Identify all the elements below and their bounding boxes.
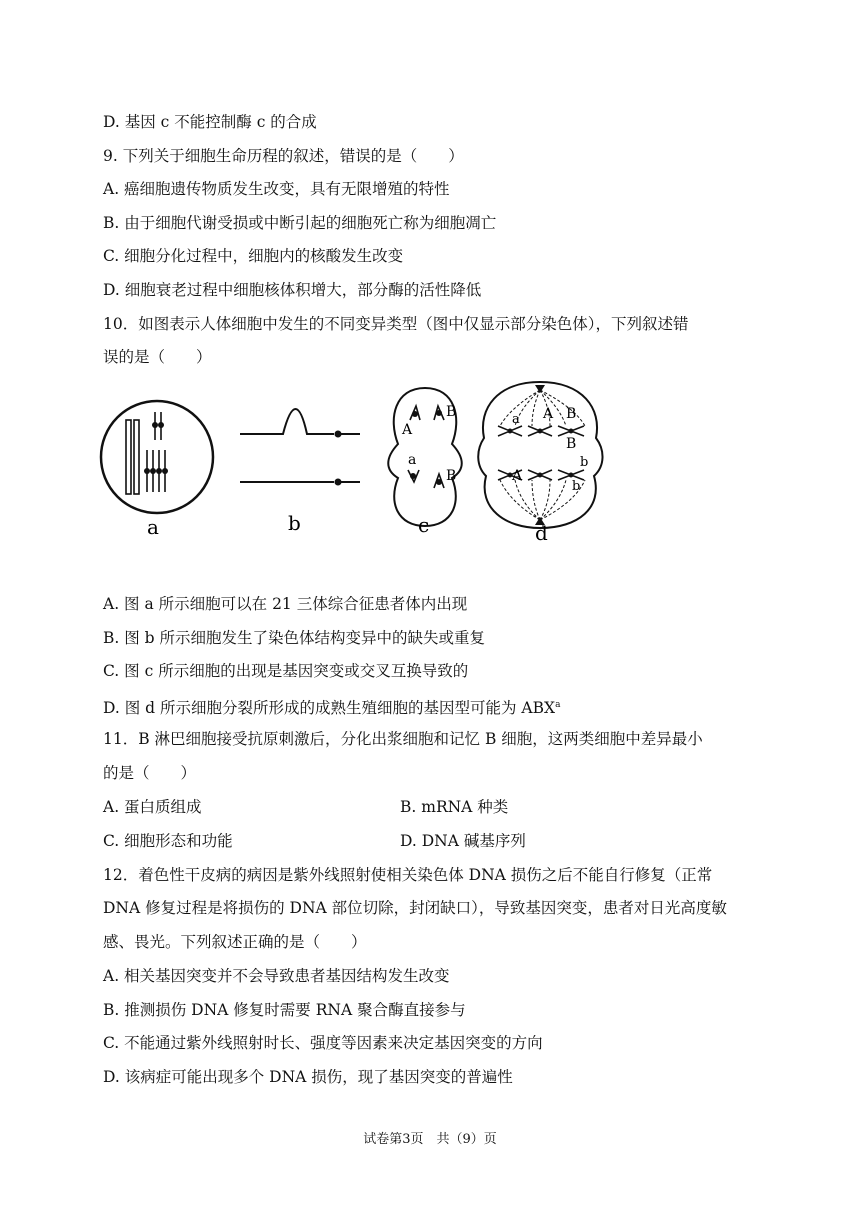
- q11-option-c: C. 细胞形态和功能: [103, 832, 233, 850]
- gene-c-B2: B: [446, 468, 457, 484]
- figure-d-cell: [478, 382, 602, 528]
- figure-label-a: a: [147, 515, 159, 539]
- gene-d-A1: A: [543, 406, 554, 422]
- q10-option-d-sup: a: [555, 700, 561, 710]
- q9-option-a: A. 癌细胞遗传物质发生改变，具有无限增殖的特性: [103, 180, 450, 198]
- gene-c-A: A: [402, 422, 413, 438]
- q12-option-d: D. 该病症可能出现多个 DNA 损伤，现了基因突变的普遍性: [103, 1068, 513, 1086]
- figure-label-c: c: [418, 513, 430, 537]
- question-10-line1: 10．如图表示人体细胞中发生的不同变异类型（图中仅显示部分染色体），下列叙述错: [103, 315, 689, 333]
- question-12-line3: 感、畏光。下列叙述正确的是（ ）: [103, 933, 367, 951]
- q9-option-b: B. 由于细胞代谢受损或中断引起的细胞死亡称为细胞凋亡: [103, 214, 497, 232]
- gene-d-A2: A: [512, 468, 523, 484]
- figure-label-b: b: [288, 511, 301, 535]
- gene-d-b2: b: [572, 479, 581, 494]
- figure-b-chromosomes: [240, 409, 360, 486]
- q10-option-d: [103, 695, 560, 718]
- q9-option-c: C. 细胞分化过程中，细胞内的核酸发生改变: [103, 247, 404, 265]
- question-11-line1: 11．B 淋巴细胞接受抗原刺激后，分化出浆细胞和记忆 B 细胞，这两类细胞中差异最小: [103, 730, 703, 748]
- question-9: 9. 下列关于细胞生命历程的叙述，错误的是（ ）: [103, 147, 464, 165]
- q11-option-d: D. DNA 碱基序列: [400, 832, 526, 850]
- q10-option-a: A. 图 a 所示细胞可以在 21 三体综合征患者体内出现: [103, 595, 468, 613]
- gene-d-b1: b: [580, 455, 589, 470]
- gene-c-a: a: [408, 452, 417, 468]
- q11-option-a: A. 蛋白质组成: [103, 798, 202, 816]
- q9-option-d: D. 细胞衰老过程中细胞核体积增大，部分酶的活性降低: [103, 281, 482, 299]
- chromosome-variation-figure: [0, 378, 860, 578]
- q10-option-c: C. 图 c 所示细胞的出现是基因突变或交叉互换导致的: [103, 662, 469, 680]
- figure-label-d: d: [535, 521, 548, 545]
- figure-c-cell: [388, 388, 462, 526]
- gene-d-a: a: [512, 412, 520, 427]
- question-10-line2: 误的是（ ）: [103, 348, 212, 366]
- question-12-line2: DNA 修复过程是将损伤的 DNA 部位切除，封闭缺口），导致基因突变，患者对日光高度敏: [103, 899, 727, 917]
- gene-c-B: B: [446, 404, 457, 420]
- figure-a-cell: [101, 401, 213, 513]
- q11-option-b: B. mRNA 种类: [400, 798, 509, 816]
- gene-d-B1: B: [566, 406, 577, 422]
- q12-option-a: A. 相关基因突变并不会导致患者基因结构发生改变: [103, 967, 450, 985]
- page-footer: 试卷第3页 共（9）页: [363, 1132, 497, 1147]
- option-d-q8: D. 基因 c 不能控制酶 c 的合成: [103, 113, 317, 131]
- q10-option-b: B. 图 b 所示细胞发生了染色体结构变异中的缺失或重复: [103, 629, 486, 647]
- question-11-line2: 的是（ ）: [103, 764, 197, 782]
- gene-d-B2: B: [566, 436, 577, 452]
- question-12-line1: 12．着色性干皮病的病因是紫外线照射使相关染色体 DNA 损伤之后不能自行修复（正常: [103, 866, 713, 884]
- q12-option-c: C. 不能通过紫外线照射时长、强度等因素来决定基因突变的方向: [103, 1034, 543, 1052]
- q10-option-d-text: D. 图 d 所示细胞分裂所形成的成熟生殖细胞的基因型可能为 ABX: [103, 699, 556, 718]
- q12-option-b: B. 推测损伤 DNA 修复时需要 RNA 聚合酶直接参与: [103, 1001, 466, 1019]
